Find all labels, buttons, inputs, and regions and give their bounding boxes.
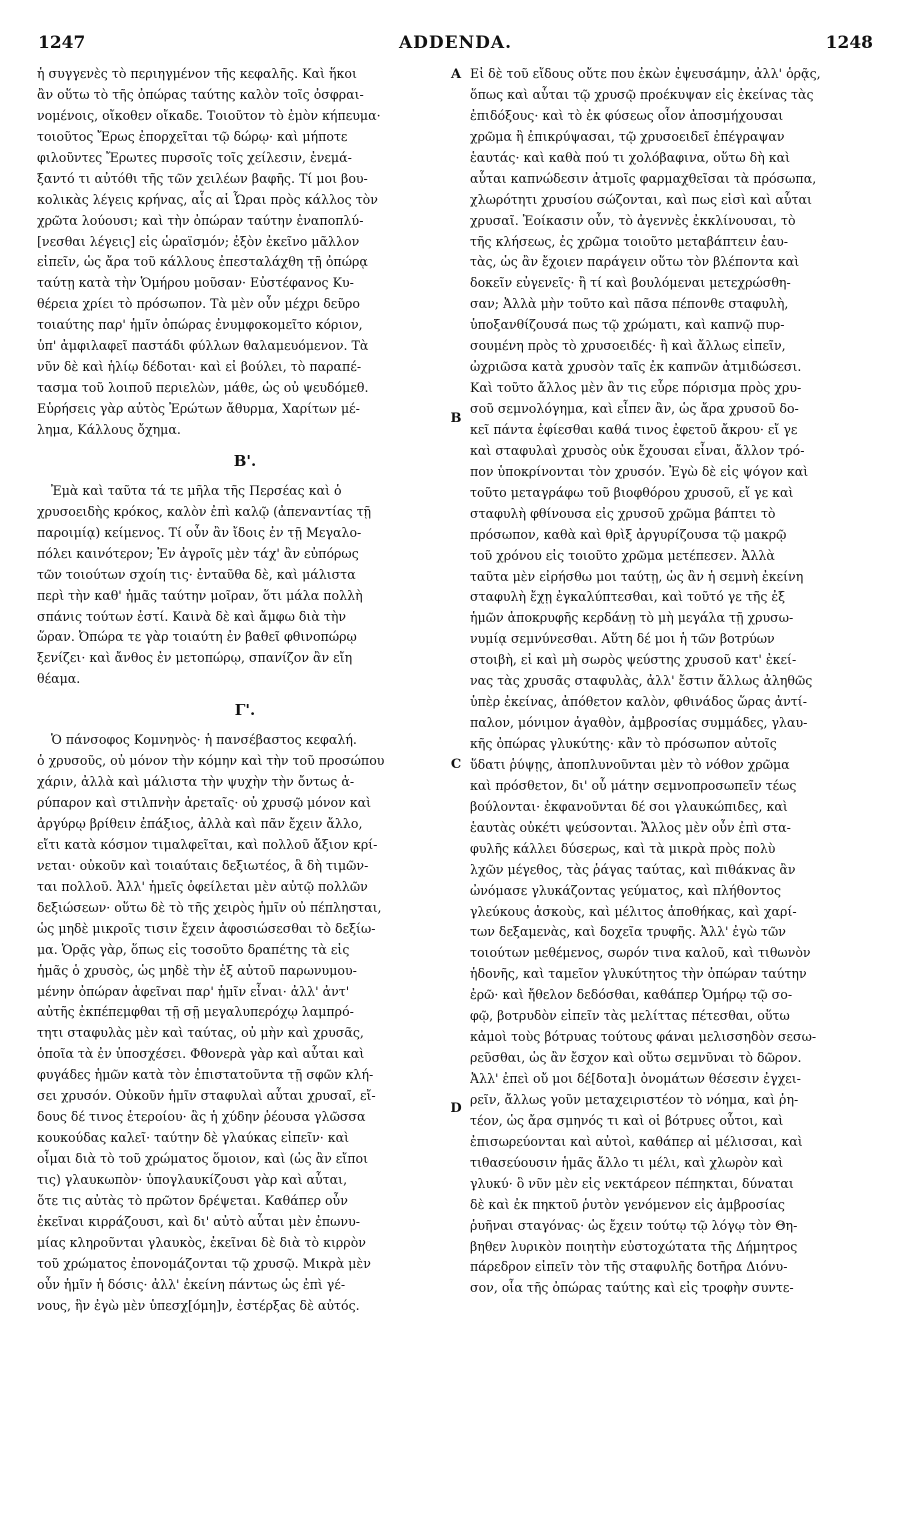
left-column (37, 64, 453, 1317)
text-line: πάρεδρον εἰπεῖν τὸν τῆς σταφυλῆς δοτῆρα Διόνυ- (470, 1259, 788, 1275)
text-line: ἂν οὕτω τὸ τῆς ὀπώρας ταύτης καλὸν τοῖς ὀσφραι- (37, 86, 364, 102)
text-line: τέον, ὡς ἄρα σμηνός τι καὶ οἱ βότρυες οὗτοι, καὶ (470, 1112, 784, 1128)
text-line: των δεξαμενὰς, καὶ δοχεῖα τρυφῆς. Ἀλλ' ἐγὼ τῶν (470, 924, 786, 940)
text-line: τὰς, ὡς ἂν ἔχοιεν παράγειν οὕτω τὸν βλέποντα καὶ (470, 254, 800, 270)
text-line: χλωρότητι χρυσίου σώζονται, καὶ πως εἰσὶ καὶ αὗται (470, 191, 812, 207)
text-line: ἐπιδόξους· καὶ τὸ ἐκ φύσεως οἷον ἀποσμήχουσαι (470, 107, 784, 123)
text-line: κῆς ὀπώρας γλυκύτης· κἂν τὸ πρόσωπον αὐτοῖς (470, 736, 777, 751)
text-line: δὲ καὶ ἐκ πηκτοῦ ῥυτὸν γενόμενον εἰς ἀμβροσίας (470, 1196, 785, 1212)
text-line: ὑπ' ἀμφιλαφεῖ παστάδι φύλλων θαλαμευόμενον. Τὰ (37, 338, 369, 354)
text-line: ἑαυτάς· καὶ καθὰ πού τι χολόβαφινα, οὕτω δὴ καὶ (470, 149, 791, 165)
text-line: νῦν δὲ καὶ ἡλίῳ δέδοται· καὶ εἰ βούλει, τὸ παραπέ- (37, 359, 362, 375)
text-line: σταφυλὴ ἔχῃ ἐγκαλύπτεσθαι, καὶ τοῦτό γε τῆς ἐξ (470, 589, 786, 605)
text-line: ὕδατι ῥύψῃς, ἀποπλυνοῦνται μὲν τὸ νόθον χρῶμα (470, 756, 790, 772)
text-line: θέρεια χρίει τὸ πρόσωπον. Τὰ μὲν οὖν μέχρι δεῦρο (37, 296, 360, 312)
text-line: ρύπαρον καὶ στιλπνὴν ἀρεταῖς· οὐ χρυσῷ μόνον καὶ (37, 795, 372, 811)
text-line: εἰπεῖν, ὡς ἄρα τοῦ κάλλους ἐπεσταλάχθη τῇ ὀπώρᾳ (37, 254, 368, 270)
text-line: τις) γλαυκωπὸν· ὑπογλαυκίζουσι γὰρ καὶ αὗται, (37, 1171, 348, 1187)
text-line: ται πολλοῦ. Ἀλλ' ἡμεῖς ὀφείλεται μὲν αὐτῷ πολλῶν (37, 878, 368, 894)
text-line: κουκούδας καλεῖ· ταύτην δὲ γλαύκας εἰπεῖν· καὶ (37, 1130, 350, 1146)
text-line: οὖν ἡμῖν ἡ δόσις· ἀλλ' ἐκείνη πάντως ὡς ἐπὶ γέ- (37, 1276, 346, 1292)
text-line: ὡς μηδὲ μικροῖς τισιν ἔχειν ἀφοσιώσεσθαι τὸ δεξίω- (37, 920, 376, 936)
text-line: ἐπισωρεύονται καὶ αὐτοὶ, καθάπερ αἱ μέλισσαι, καὶ (470, 1133, 803, 1149)
running-header (38, 33, 873, 55)
text-line: δοκεῖν εὐγενεῖς· ἢ τί καὶ βουλόμεναι μετεχρώσθη- (470, 275, 791, 291)
text-line: ὁποῖα τὰ ἐν ὑποσχέσει. Φθονερὰ γὰρ καὶ αὗται καὶ (37, 1046, 365, 1062)
text-line: ἡμῶν ἀποκρυφῆς κερδάνῃ τὸ μὴ μεγάλα τῇ χρυσω- (470, 610, 794, 626)
text-line: τοῦτο μεταγράφω τοῦ βιοφθόρου χρυσοῦ, εἴ γε καὶ (470, 484, 794, 500)
text-line: λχῶν μέγεθος, τὰς ῥάγας ταύτας, καὶ πιθάκνας ἂν (470, 861, 796, 877)
text-line: κεῖ πάντα ἐφίεσθαι καθά τινος ἐφετοῦ ἄκρου· εἴ γε (470, 421, 798, 437)
text-line: αὗται καπνώδεσιν ἀτμοῖς φαρμαχθεῖσαι τὰ πρόσωπα, (470, 170, 817, 186)
paragraph-3 (37, 730, 453, 1316)
text-line: δους δέ τινος ἑτεροίου· ἃς ἡ χύδην ῥέουσα γλῶσσα (37, 1109, 366, 1125)
text-line: ἡ συγγενὲς τὸ περιηγμένον τῆς κεφαλῆς. Καὶ ἥκοι (37, 66, 357, 81)
text-line: Καὶ τοῦτο ἄλλος μὲν ἂν τις εὗρε πόρισμα πρὸς χρυ- (470, 380, 802, 396)
text-line: τοιαύτης παρ' ἡμῖν ὀπώρας ἐνυμφοκομεῖτο κόριον, (37, 317, 363, 333)
text-line: τοῦ χρώματος ἐπονομάζονται τῷ χρυσῷ. Μικρὰ μὲν (37, 1255, 371, 1271)
text-line: τοιούτων μεθέμενος, σωρόν τινα καλοῦ, καὶ τιθωνὸν (470, 945, 811, 961)
text-line: σον, οἷα τῆς ὀπώρας ταύτης καὶ εἰς τροφὴν συντε- (470, 1280, 794, 1296)
text-line: θέαμα. (37, 671, 81, 687)
text-line: βηθεν λυρικὸν ποιητὴν εὐστοχώτατα τῆς Δήμητρος (470, 1238, 798, 1254)
text-line: ὥραν. Ὀπώρα τε γὰρ τοιαύτη ἐν βαθεῖ φθινοπώρῳ (37, 629, 357, 645)
text-line: ὁ χρυσοῦς, οὐ μόνον τὴν κόμην καὶ τὴν τοῦ προσώπου (37, 753, 385, 769)
text-line: ρεῦσθαι, ὡς ἂν ἔσχον καὶ οὕτω σεμνῦναι τὸ δῶρον. (470, 1050, 802, 1066)
text-line: μένην ὀπώραν ἀφεῖναι παρ' ἡμῖν εἶναι· ἀλλ' ἀντ' (37, 983, 350, 999)
text-line: μα. Ὁρᾷς γὰρ, ὅπως εἰς τοσοῦτο δραπέτης τὰ εἰς (37, 941, 350, 957)
text-line: ἑαυτὰς οὐκέτι ψεύσονται. Ἄλλος μὲν οὖν ἐπὶ στα- (470, 819, 791, 835)
text-line: σταφυλὴ φθίνουσα εἰς χρυσοῦ χρῶμα βάπτει τὸ (470, 505, 776, 521)
right-column (470, 64, 886, 1299)
text-line: ταύτῃ κατὰ τὴν Ὁμήρου μοῦσαν· Εὐστέφανος Κυ- (37, 275, 354, 291)
text-line: τοιοῦτος Ἔρως ἐπορχεῖται τῷ δώρῳ· καὶ μήποτε (37, 128, 348, 144)
text-line: πρόσωπον, καθὰ καὶ θρὶξ ἀργυρίζουσα τῷ μακρῷ (470, 526, 787, 542)
text-line: πόλει καινότερον; Ἐν ἀγροῖς μὲν τάχ' ἂν εὐπόρως (37, 545, 359, 561)
text-line: χρυσοειδὴς κρόκος, καλὸν ἐπὶ καλῷ (ἀπεναντίας τῇ (37, 503, 372, 519)
text-line: νας τὰς χρυσᾶς σταφυλὰς, ἀλλ' ἔστιν ἄλλως ἀληθῶς (470, 673, 813, 689)
text-line: γλεύκους ἀσκοὺς, καὶ μέλιτος ἀποθήκας, καὶ χαρί- (470, 903, 797, 919)
text-line: φῷ, βοτρυδὸν εἰπεῖν τὰς μελίττας πέτεσθαι, οὕτω (470, 1008, 790, 1024)
text-line: νεται· οὐκοῦν καὶ τοιαύταις δεξιωτέος, ἃ δὴ τιμῶν- (37, 857, 369, 873)
text-line: οἶμαι διὰ τὸ τοῦ χρώματος ὅμοιον, καὶ (ὡς ἂν εἴποι (37, 1151, 369, 1166)
text-line: χρῶμα ἢ ἐπικρύψασαι, τῷ χρυσοειδεῖ ἐπέγραψαν (470, 128, 785, 144)
text-line: ῥυῆναι σταγόνας· ὡς ἔχειν τούτῳ τῷ λόγῳ τὸν Θη- (470, 1217, 798, 1233)
text-line: ἡδονῆς, καὶ ταμεῖον γλυκύτητος τὴν ὀπώραν ταύτην (470, 966, 807, 982)
text-line: βούλονται· ἐκφανοῦνται δέ σοι γλαυκώπιδες, καὶ (470, 798, 788, 814)
text-line: σαν; Ἀλλὰ μὴν τοῦτο καὶ πᾶσα πέπονθε σταφυλὴ, (470, 296, 789, 312)
paragraph-2 (37, 481, 453, 690)
paragraph-1 (37, 64, 453, 441)
text-line: τασμα τοῦ λοιποῦ περιελὼν, μάθε, ὡς οὐ ψευδόμεθ. (37, 380, 369, 396)
section-heading-g: Γ'. (234, 701, 256, 720)
text-line: Εἰ δὲ τοῦ εἴδους οὔτε που ἐκὼν ἐψευσάμην, ἀλλ' ὁρᾷς, (470, 66, 821, 81)
text-line: σπάνις τούτων ἐστί. Καινὰ δὲ καὶ ἄμφω διὰ τὴν (37, 608, 347, 624)
text-line: νους, ἣν ἐγὼ μὲν ὑπεσχ[όμη]ν, ἐστέρξας δὲ αὐτός. (37, 1297, 360, 1313)
text-line: δεξιώσεων· οὕτω δὲ τὸ τῆς χειρὸς ἡμῖν οὐ πέπλησται, (37, 899, 382, 915)
margin-letter-c: C (450, 757, 462, 772)
text-line: ἡμᾶς ὁ χρυσὸς, ὡς μηδὲ τὴν ἐξ αὐτοῦ παρωνυμου- (37, 962, 357, 978)
section-heading-b: Β'. (233, 451, 257, 470)
text-line: σει χρυσόν. Οὐκοῦν ἡμῖν σταφυλαὶ αὗται χρυσαῖ, εἴ- (37, 1088, 376, 1104)
page-number-right: 1248 (825, 33, 873, 53)
text-line: χρυσαῖ. Ἐοίκασιν οὖν, τὸ ἀγεννὲς ἐκκλίνουσαι, τὸ (470, 212, 796, 228)
text-line: ξενίζει· καὶ ἄνθος ἐν μετοπώρῳ, σπανίζον ἂν εἴη (37, 650, 353, 666)
page-number-left: 1247 (38, 33, 86, 53)
right-column-text (470, 64, 886, 1299)
text-line: ξαντό τι αὐτόθι τῆς τῶν χειλέων βαφῆς. Τί μοι βου- (37, 170, 368, 186)
text-line: Ὁ πάνσοφος Κομνηνὸς· ἡ πανσέβαστος κεφαλή. (51, 732, 357, 748)
text-line: καὶ σταφυλαὶ χρυσὸς οὐκ ἔχουσαι εἶναι, ἄλλον τρό- (470, 442, 805, 458)
text-line: τοῦ χρόνου εἰς τοιοῦτο χρῶμα μετέπεσεν. Ἀλλὰ (470, 547, 775, 563)
text-line: Εὑρήσεις γὰρ αὐτὸς Ἐρώτων ἄθυρμα, Χαρίτων μέ- (37, 401, 360, 416)
text-line: χρῶτα λούουσι; καὶ τὴν ὀπώραν ταύτην ἐναποπλύ- (37, 212, 364, 228)
text-line: ἐκεῖναι κιρράζουσι, καὶ δι' αὐτὸ αὗται μὲν ἐπωνυ- (37, 1213, 360, 1229)
text-line: γλυκύ· ὃ νῦν μὲν εἰς νεκτάρεον πέπηκται, δύναται (470, 1175, 794, 1191)
text-line: παροιμίᾳ) κείμενος. Τί οὖν ἂν ἴδοις ἐν τῇ Μεγαλο- (37, 524, 362, 540)
text-line: αὐτῆς ἐκπέπεμφθαι τῇ σῇ μεγαλυπερόχῳ λαμπρό- (37, 1004, 354, 1020)
text-line: μίας κληροῦνται γλαυκὸς, ἐκεῖναι δὲ διὰ τὸ κιρρὸν (37, 1234, 366, 1250)
text-line: ὅπως καὶ αὗται τῷ χρυσῷ προέκυψαν εἰς ἐκείνας τὰς (470, 86, 814, 102)
text-line: εἴτι κατὰ κόσμον τιμαλφεῖται, καὶ πολλοῦ ἄξιον κρί- (37, 836, 378, 852)
text-line: ὑπὲρ ἐκείνας, ἀπόθετον καλὸν, φθινάδος ὥρας ἀντί- (470, 694, 807, 710)
margin-letter-d: D (450, 1101, 462, 1116)
text-line: κολικὰς λέγεις κρήνας, αἷς αἱ Ὧραι πρὸς κάλλος τὸν (37, 191, 378, 207)
text-line: κἀμοὶ τοὺς βότρυας τούτους φάναι μελισσηδὸν σεσω- (470, 1029, 817, 1045)
text-line: ταῦτα μὲν εἰρήσθω μοι ταύτῃ, ὡς ἂν ἡ σεμνὴ ἐκείνη (470, 568, 804, 584)
text-line: φυλῆς κάλλει δύσερως, καὶ τὰ μικρὰ πρὸς πολὺ (470, 840, 776, 856)
text-line: ἀργύρῳ βρίθειν ἐπάξιος, ἀλλὰ καὶ πᾶν ἔχειν ἄλλο, (37, 816, 363, 831)
text-line: Ἐμὰ καὶ ταῦτα τά τε μῆλα τῆς Περσέας καὶ ὁ (51, 482, 342, 498)
running-title: ADDENDA. (398, 33, 513, 53)
text-line: νυμίᾳ σεμνύνεσθαι. Αὕτη δέ μοι ἡ τῶν βοτρύων (470, 631, 775, 647)
text-line: λημα, Κάλλους ὄχημα. (37, 421, 181, 437)
text-line: καὶ πρόσθετον, δι' οὗ μάτην σεμνοπροσωπεῖν τέως (470, 777, 797, 793)
text-line: τῶν τοιούτων σχοίη τις· ἐνταῦθα δὲ, καὶ μάλιστα (37, 566, 356, 582)
text-line: ρεῖν, ἄλλως γοῦν μεταχειριστέον τὸ νόημα, καὶ ῥη- (470, 1091, 799, 1107)
text-line: χάριν, ἀλλὰ καὶ μάλιστα τὴν ψυχὴν τὴν ὄντως ἀ- (37, 774, 355, 790)
margin-letter-b: B (450, 411, 462, 426)
text-line: πον ὑποκρίνονται τὸν χρυσόν. Ἐγὼ δὲ εἰς ψόγον καὶ (470, 463, 809, 479)
text-line: παλον, μόνιμον ἀγαθὸν, ἀμβροσίας συμμάδες, γλαυ- (470, 715, 808, 731)
text-line: ὅτε τις αὐτὰς τὸ πρῶτον δρέψεται. Καθάπερ οὖν (37, 1192, 348, 1208)
text-line: τητι σταφυλὰς μὲν καὶ ταύτας, οὐ μὴν καὶ χρυσᾶς, (37, 1025, 364, 1041)
text-line: νομένοις, οἴκοθεν οἴκαδε. Τοιοῦτον τὸ ἐμὸν κήπευμα· (37, 107, 381, 123)
text-line: περὶ τὴν καθ' ἡμᾶς ταύτην μοῖραν, ὅτι μάλα πολλὴ (37, 587, 363, 603)
text-line: φυγάδες ἡμῶν κατὰ τὸν ἐπιστατοῦντα τῇ σφῶν κλή- (37, 1067, 374, 1083)
text-line: σοῦ σεμνολόγημα, καὶ εἶπεν ἂν, ὡς ἄρα χρυσοῦ δο- (470, 401, 799, 416)
text-line: [νεσθαι λέγεις] εἰς ὡραϊσμόν; ἐξὸν ἐκεῖνο μᾶλλον (37, 233, 360, 249)
margin-letter-a: A (450, 67, 462, 82)
text-line: σουμένη πρὸς τὸ χρυσοειδές· ἢ καὶ ἄλλως εἰπεῖν, (470, 338, 786, 354)
text-line: στοιβὴ, εἰ καὶ μὴ σωρὸς ψεύστης χρυσοῦ κατ' ἐκεί- (470, 652, 797, 668)
text-line: φιλοῦντες Ἔρωτες πυρσοῖς τοῖς χείλεσιν, ἐνεμά- (37, 149, 352, 165)
text-line: ὑποξανθίζουσά πως τῷ χρώματι, καὶ καπνῷ πυρ- (470, 317, 785, 333)
text-line: ἐρῶ· καὶ ἤθελον δεδόσθαι, καθάπερ Ὁμήρῳ τῷ σο- (470, 987, 793, 1003)
text-line: τῆς κλήσεως, ἐς χρῶμα τοιοῦτο μεταβάπτειν ἑαυ- (470, 233, 789, 249)
text-line: ὠνόμασε γλυκάζοντας γεύματος, καὶ πλήθοντος (470, 882, 782, 898)
text-line: τιθασεύουσιν ἡμᾶς ἄλλο τι μέλι, καὶ χλωρὸν καὶ (470, 1154, 784, 1170)
text-line: ὠχριῶσα κατὰ χρυσὸν ταῖς ἐκ καπνῶν ἀτμιδώσεσι. (470, 359, 802, 375)
text-line: Ἀλλ' ἐπεὶ οὔ μοι δέ[δοτα]ι ὀνομάτων θέσεσιν ἐγχει- (470, 1071, 801, 1086)
